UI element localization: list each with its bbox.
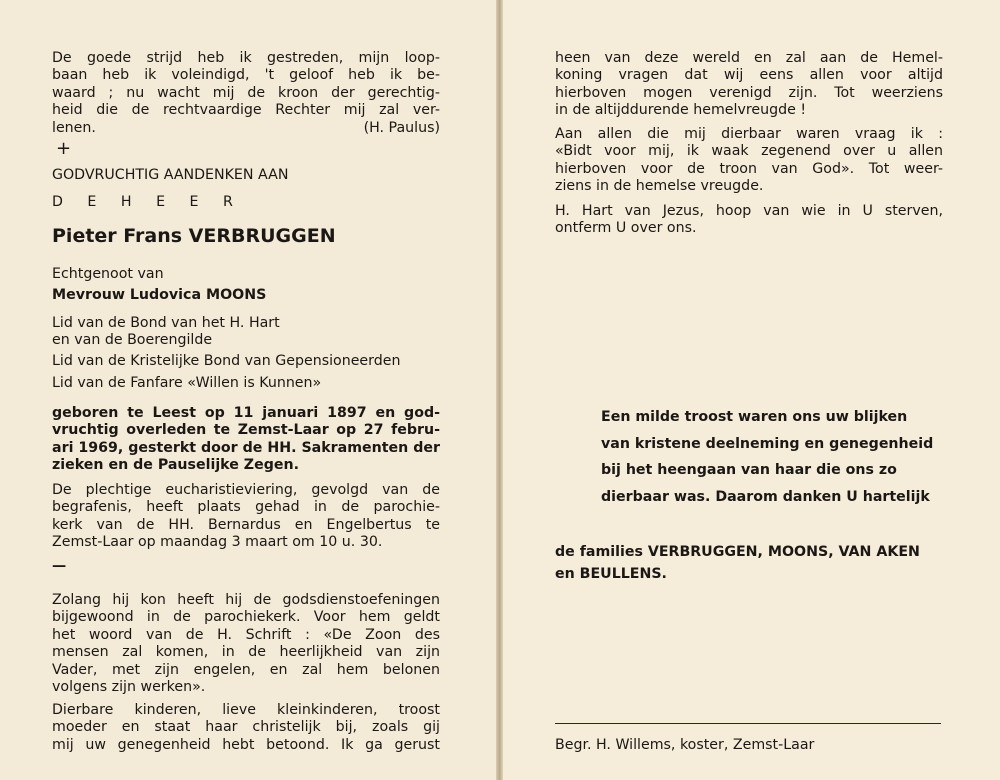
birth-death-paragraph [52, 405, 440, 475]
funeral-line: De plechtige eucharistieviering, gevolgd van de [52, 482, 440, 498]
membership-line: en van de Boerengilde [52, 332, 213, 348]
continuation-line: in de altijddurende hemelvreugde ! [555, 102, 807, 119]
life-line: Zolang hij kon heeft hij de godsdienstoefeningen [52, 592, 440, 608]
paul-quote [52, 50, 440, 137]
prayer-paragraph [555, 203, 943, 238]
deceased-name: Pieter Frans VERBRUGGEN [52, 225, 336, 247]
life-line: mensen zal komen, in de heerlijkheid van zijn [52, 644, 440, 661]
farewell-line: moeder en staat haar christelijk bij, zoals gij [52, 719, 440, 736]
funeral-line: kerk van de HH. Bernardus en Engelbertus te [52, 516, 440, 533]
cross-symbol: + [56, 138, 72, 159]
farewell-line: mij uw genegenheid hebt betoond. Ik ga gerust [52, 736, 440, 753]
funeral-line: Zemst-Laar op maandag 3 maart om 10 u. 30. [52, 534, 383, 551]
plea-line: «Bidt voor mij, ik waak zegenend over u allen [555, 143, 943, 160]
quote-source: (H. Paulus) [363, 119, 440, 136]
plea-line: Aan allen die mij dierbaar waren vraag ik : [555, 126, 943, 142]
prayer-line: ontferm U over ons. [555, 220, 697, 237]
families-line: de families VERBRUGGEN, MOONS, VAN AKEN [555, 544, 920, 560]
spouse-name: Mevrouw Ludovica MOONS [52, 287, 267, 303]
continuation-line: hierboven mogen verenigd zijn. Tot weerziens [555, 84, 943, 101]
continuation-paragraph [555, 50, 943, 120]
left-page [0, 0, 496, 780]
funeral-paragraph [52, 482, 440, 552]
membership-line: Lid van de Fanfare «Willen is Kunnen» [52, 375, 322, 391]
birth-line: zieken en de Pauselijke Zegen. [52, 457, 299, 474]
life-line: volgens zijn werken». [52, 679, 206, 696]
thanks-line: bij het heengaan van haar die ons zo [601, 462, 897, 479]
separator-dash: — [52, 558, 67, 574]
birth-line: ari 1969, gesterkt door de HH. Sakramenten der [52, 439, 440, 456]
right-page [503, 0, 1000, 780]
quote-line: lenen. [52, 119, 96, 136]
thanks-line: van kristene deelneming en genegenheid [601, 435, 934, 452]
funeral-line: begrafenis, heeft plaats gehad in de parochie- [52, 499, 440, 516]
membership-line: Lid van de Kristelijke Bond van Gepensioneerden [52, 353, 401, 369]
plea-paragraph [555, 126, 943, 196]
farewell-line: Dierbare kinderen, lieve kleinkinderen, troost [52, 702, 440, 718]
life-paragraph [52, 592, 440, 696]
quote-line: De goede strijd heb ik gestreden, mijn loop- [52, 50, 440, 66]
continuation-line: koning vragen dat wij eens allen voor altijd [555, 67, 943, 84]
continuation-line: heen van deze wereld en zal aan de Hemel- [555, 50, 943, 66]
quote-line: heid die de rechtvaardige Rechter mij zal ver- [52, 102, 440, 119]
life-line: bijgewoond in de parochiekerk. Voor hem geldt [52, 609, 440, 626]
life-line: het woord van de H. Schrift : «De Zoon des [52, 626, 440, 643]
life-line: Vader, met zijn engelen, en zal hem belonen [52, 661, 440, 678]
families-line: en BEULLENS. [555, 566, 667, 582]
memorial-heading: GODVRUCHTIG AANDENKEN AAN [52, 167, 289, 183]
plea-line: ziens in de hemelse vreugde. [555, 178, 764, 195]
farewell-paragraph [52, 702, 440, 754]
footer-rule [555, 723, 941, 724]
title-de-heer: D E H E E R [52, 194, 243, 210]
birth-line: geboren te Leest op 11 januari 1897 en god- [52, 405, 440, 421]
prayer-line: H. Hart van Jezus, hoop van wie in U sterven, [555, 203, 943, 219]
families-signature [555, 541, 920, 585]
spouse-intro: Echtgenoot van [52, 266, 164, 282]
birth-line: vruchtig overleden te Zemst-Laar op 27 febru- [52, 422, 440, 439]
thanks-paragraph [601, 404, 946, 510]
thanks-line: dierbaar was. Daarom danken U hartelijk [601, 488, 930, 505]
thanks-line: Een milde troost waren ons uw blijken [601, 409, 908, 425]
plea-line: hierboven voor de troon van God». Tot weer- [555, 160, 943, 177]
card-fold [496, 0, 503, 780]
printer-credit: Begr. H. Willems, koster, Zemst-Laar [555, 737, 815, 753]
quote-line: baan heb ik voleindigd, 't geloof heb ik be- [52, 67, 440, 84]
membership-line: Lid van de Bond van het H. Hart [52, 315, 280, 331]
quote-line: waard ; nu wacht mij de kroon der gerechtig- [52, 84, 440, 101]
